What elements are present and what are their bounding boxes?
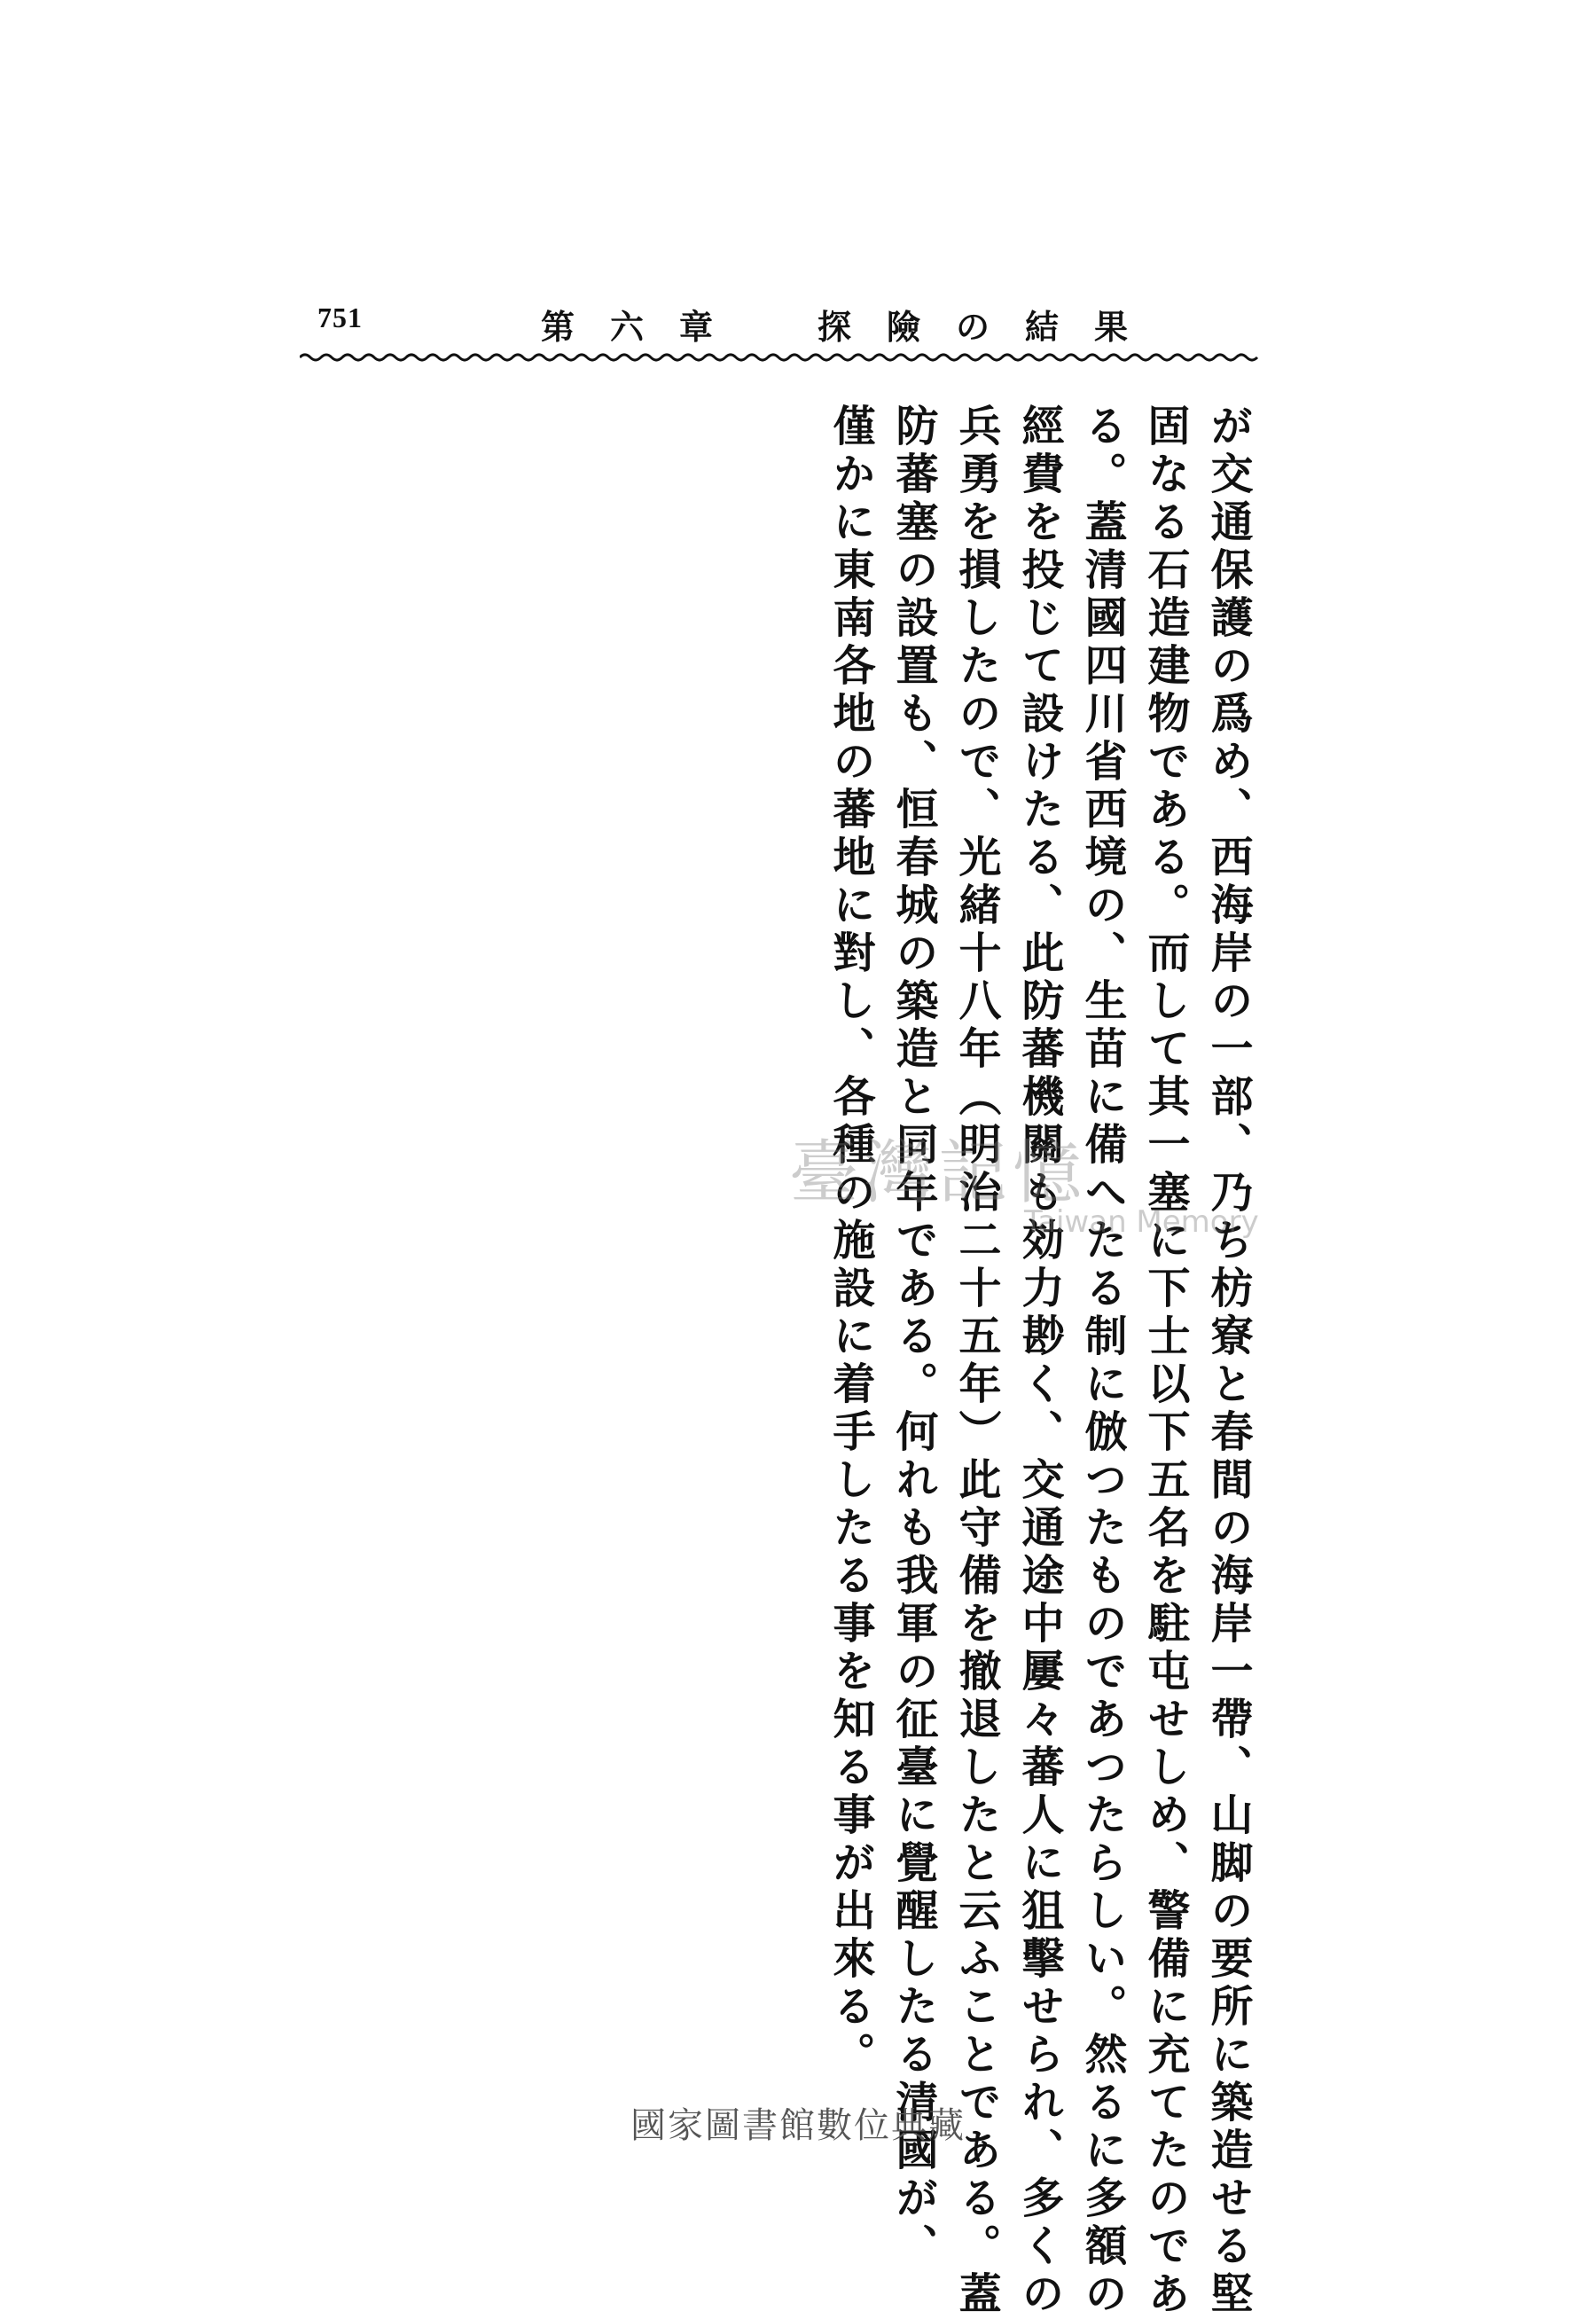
watermark-cjk: 臺灣記憶 — [789, 1133, 1088, 1213]
footer-caption: 國家圖書館數位典藏 — [630, 2105, 966, 2146]
header-wavy-rule — [300, 351, 1262, 364]
text-column: 固なる石造建物である。而して其一塞に下士以下五名を駐屯せしめ、警備に充てたのであ — [1140, 403, 1190, 2319]
text-column: 僅かに東南各地の蕃地に對し、各種の施設に着手したる事を知る事が出來る。 — [825, 403, 875, 2080]
running-title: 第六章 探險の結果 — [541, 307, 1164, 347]
text-column: が交通保護の爲め、西海岸の一部、乃ち枋寮と春間の海岸一帶、山脚の要所に築造せる堅 — [1203, 403, 1253, 2319]
text-column: 防蕃塞の設置も、恒春城の築造と同年である。何れも我軍の征臺に覺醒したる清國が、 — [888, 403, 938, 2271]
text-column: る。蓋清國四川省西境の、生苗に備へたる制に倣つたものであつたらしい。然るに多額の — [1077, 403, 1127, 2319]
text-column: 兵勇を損したので、光緒十八年（明治二十五年）此守備を撤退したと云ふことである。蓋 — [951, 403, 1001, 2319]
watermark-en: Taiwan Memory — [1024, 1204, 1259, 1240]
page-number: 751 — [317, 302, 363, 333]
text-column: 經費を投じて設けたる、此防蕃機關も効力尠く、交通途中屢々蕃人に狙擊せられ、多くの — [1014, 403, 1064, 2319]
